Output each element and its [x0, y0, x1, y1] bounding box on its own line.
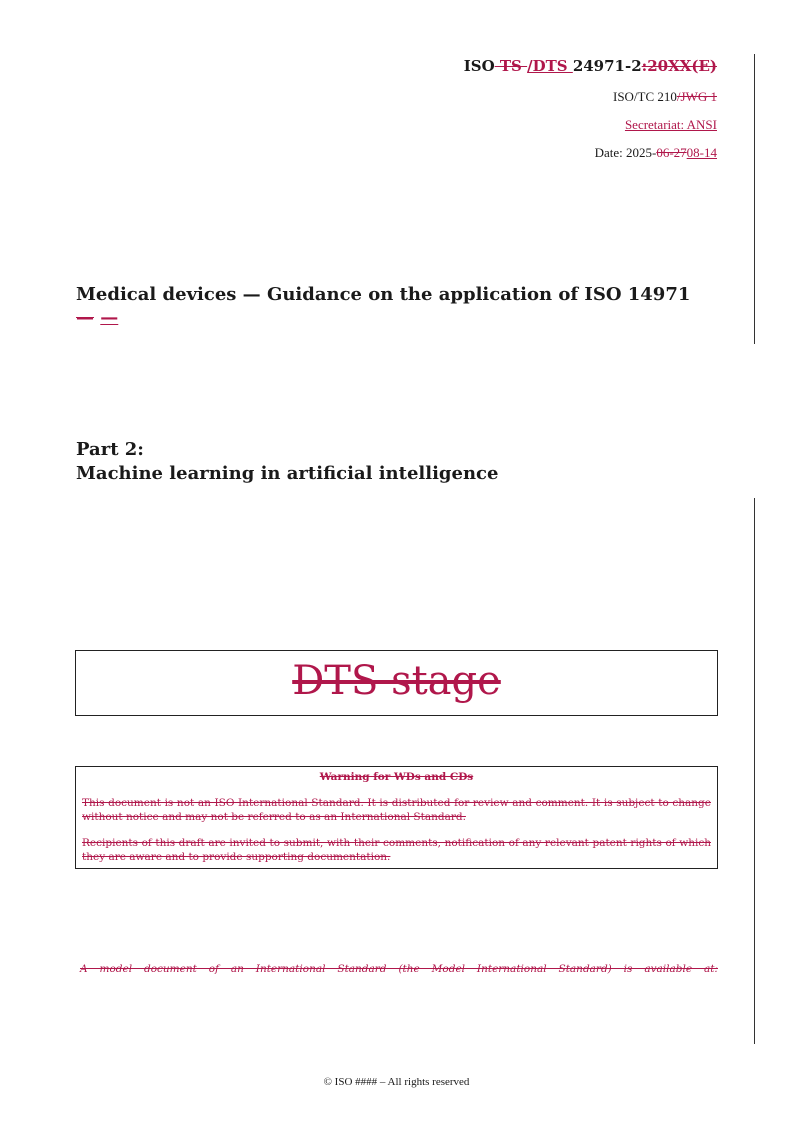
- change-bar-bottom: [754, 498, 755, 1044]
- doc-number: 24971-2: [572, 57, 642, 75]
- deleted-committee: /JWG 1: [676, 89, 717, 104]
- deleted-year: :20XX(E): [641, 57, 717, 75]
- committee: ISO/TC 210: [612, 89, 677, 104]
- deleted-date: 06-27: [656, 145, 687, 160]
- date-line: [464, 145, 717, 161]
- date-label: Date: 2025-: [594, 145, 657, 160]
- committee-line: [464, 89, 717, 105]
- copyright-footer: © ISO #### – All rights reserved: [323, 1076, 470, 1088]
- deleted-ts: TS: [494, 57, 528, 75]
- warning-box: [75, 766, 718, 869]
- inserted-dts: /DTS: [527, 57, 573, 75]
- warning-title: Warning for WDs and CDs: [319, 771, 474, 783]
- part-name: Machine learning in artificial intelligence: [76, 463, 499, 484]
- title-revision-marks: [76, 306, 118, 330]
- part-label: Part 2:: [76, 439, 144, 460]
- model-document-note: A model document of an International Standard (the Model International Standard) is available at:: [80, 963, 718, 975]
- stage-box: [75, 650, 718, 716]
- change-bar-top: [754, 54, 755, 344]
- doc-prefix: ISO: [463, 57, 495, 75]
- warning-paragraph-2: Recipients of this draft are invited to submit, with their comments, notification of any relevant patent rights of which they are aware and to provide supporting documentation.: [82, 837, 711, 863]
- secretariat-line: [464, 117, 717, 133]
- inserted-dash: —: [100, 307, 119, 328]
- document-title: Medical devices — Guidance on the application of ISO 14971: [76, 284, 691, 305]
- document-header: [464, 56, 717, 161]
- stage-text: DTS stage: [292, 658, 501, 704]
- document-number: [464, 56, 717, 76]
- secretariat: Secretariat: ANSI: [624, 117, 717, 132]
- warning-paragraph-1: This document is not an ISO International Standard. It is distributed for review and comment. It is subject to change without notice and may not be referred to as an International Standard.: [82, 797, 711, 823]
- deleted-dash: —: [76, 307, 94, 328]
- part-title: [76, 438, 498, 486]
- inserted-date: 08-14: [686, 145, 717, 160]
